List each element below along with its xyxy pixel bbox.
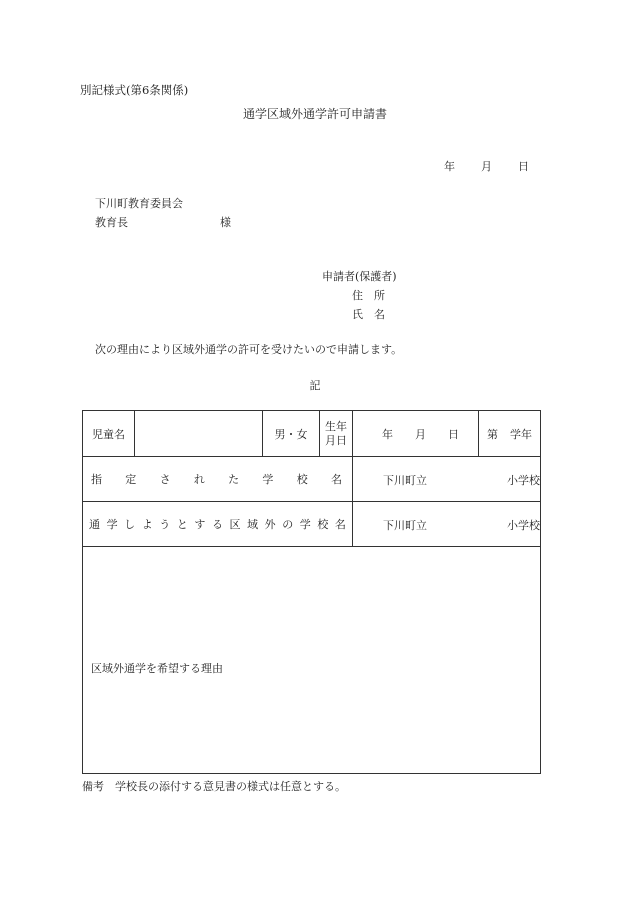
gender-select[interactable]: 男・女	[263, 411, 320, 457]
designated-label-char: さ	[159, 473, 171, 486]
birth-month-label: 月	[415, 427, 426, 441]
designated-school-field[interactable]	[353, 457, 541, 502]
outside-label-char: 校	[317, 518, 329, 531]
document-title: 通学区域外通学許可申請書	[242, 107, 387, 121]
designated-label-char: れ	[193, 473, 205, 486]
outside-label-char: の	[282, 518, 294, 531]
outside-label-char: 外	[264, 518, 276, 531]
date-day: 日	[518, 160, 529, 173]
addressee-honorific: 様	[220, 216, 231, 229]
child-name-field[interactable]	[135, 411, 263, 457]
grade-suffix: 学年	[510, 427, 532, 441]
reason-label: 区域外通学を希望する理由	[91, 662, 223, 675]
designated-label-char: 名	[330, 473, 342, 486]
outside-label-char: す	[194, 518, 206, 531]
date-year: 年	[444, 160, 455, 173]
applicant-address-label: 住 所	[352, 289, 385, 302]
outside-label-char: 通	[89, 518, 100, 531]
request-statement: 次の理由により区域外通学の許可を受けたいので申請します。	[95, 343, 403, 356]
outside-school-label	[83, 502, 353, 547]
outside-label-char: と	[176, 518, 188, 531]
grade-field[interactable]	[479, 411, 541, 457]
designated-school-suffix: 小学校	[507, 474, 540, 487]
applicant-name-label: 氏 名	[352, 308, 385, 321]
designated-label-char: 定	[125, 473, 137, 486]
outside-label-char: 学	[106, 518, 118, 531]
outside-label-char: よ	[141, 518, 153, 531]
outside-label-char: し	[124, 518, 136, 531]
grade-prefix: 第	[487, 427, 498, 441]
remarks-note: 備考 学校長の添付する意見書の様式は任意とする。	[82, 780, 346, 793]
addressee-title: 教育長	[95, 216, 128, 229]
outside-school-field[interactable]	[353, 502, 541, 547]
birthdate-field[interactable]	[353, 411, 479, 457]
outside-town-prefix: 下川町立	[383, 519, 427, 532]
outside-label-char: る	[211, 518, 223, 531]
designated-label-char: 学	[262, 473, 274, 486]
designated-school-label	[83, 457, 353, 502]
designated-town-prefix: 下川町立	[383, 474, 427, 487]
birthdate-label	[320, 411, 353, 457]
application-form-table	[82, 410, 541, 774]
designated-label-char: 指	[91, 473, 102, 486]
application-date	[444, 158, 529, 174]
child-name-label: 児童名	[83, 411, 135, 457]
outside-school-suffix: 小学校	[507, 519, 540, 532]
designated-label-char: 校	[296, 473, 308, 486]
birthdate-label-line2: 月日	[325, 433, 347, 447]
form-reference: 別記様式(第6条関係)	[80, 83, 189, 97]
birth-day-label: 日	[448, 427, 459, 441]
designated-label-char: た	[228, 473, 240, 486]
outside-label-char: う	[159, 518, 171, 531]
birthdate-label-line1: 生年	[325, 419, 347, 433]
reason-row	[83, 547, 541, 774]
outside-label-char: 区	[229, 518, 241, 531]
date-month: 月	[481, 160, 492, 173]
applicant-label: 申請者(保護者)	[322, 270, 397, 283]
birth-year-label: 年	[382, 427, 393, 441]
reason-field[interactable]	[83, 547, 541, 774]
designated-school-row	[83, 457, 541, 502]
ki-heading: 記	[309, 379, 321, 392]
outside-school-row	[83, 502, 541, 547]
outside-label-char: 名	[334, 518, 346, 531]
addressee-organization: 下川町教育委員会	[95, 197, 183, 210]
child-info-row	[83, 411, 541, 457]
outside-label-char: 学	[299, 518, 311, 531]
outside-label-char: 域	[247, 518, 259, 531]
